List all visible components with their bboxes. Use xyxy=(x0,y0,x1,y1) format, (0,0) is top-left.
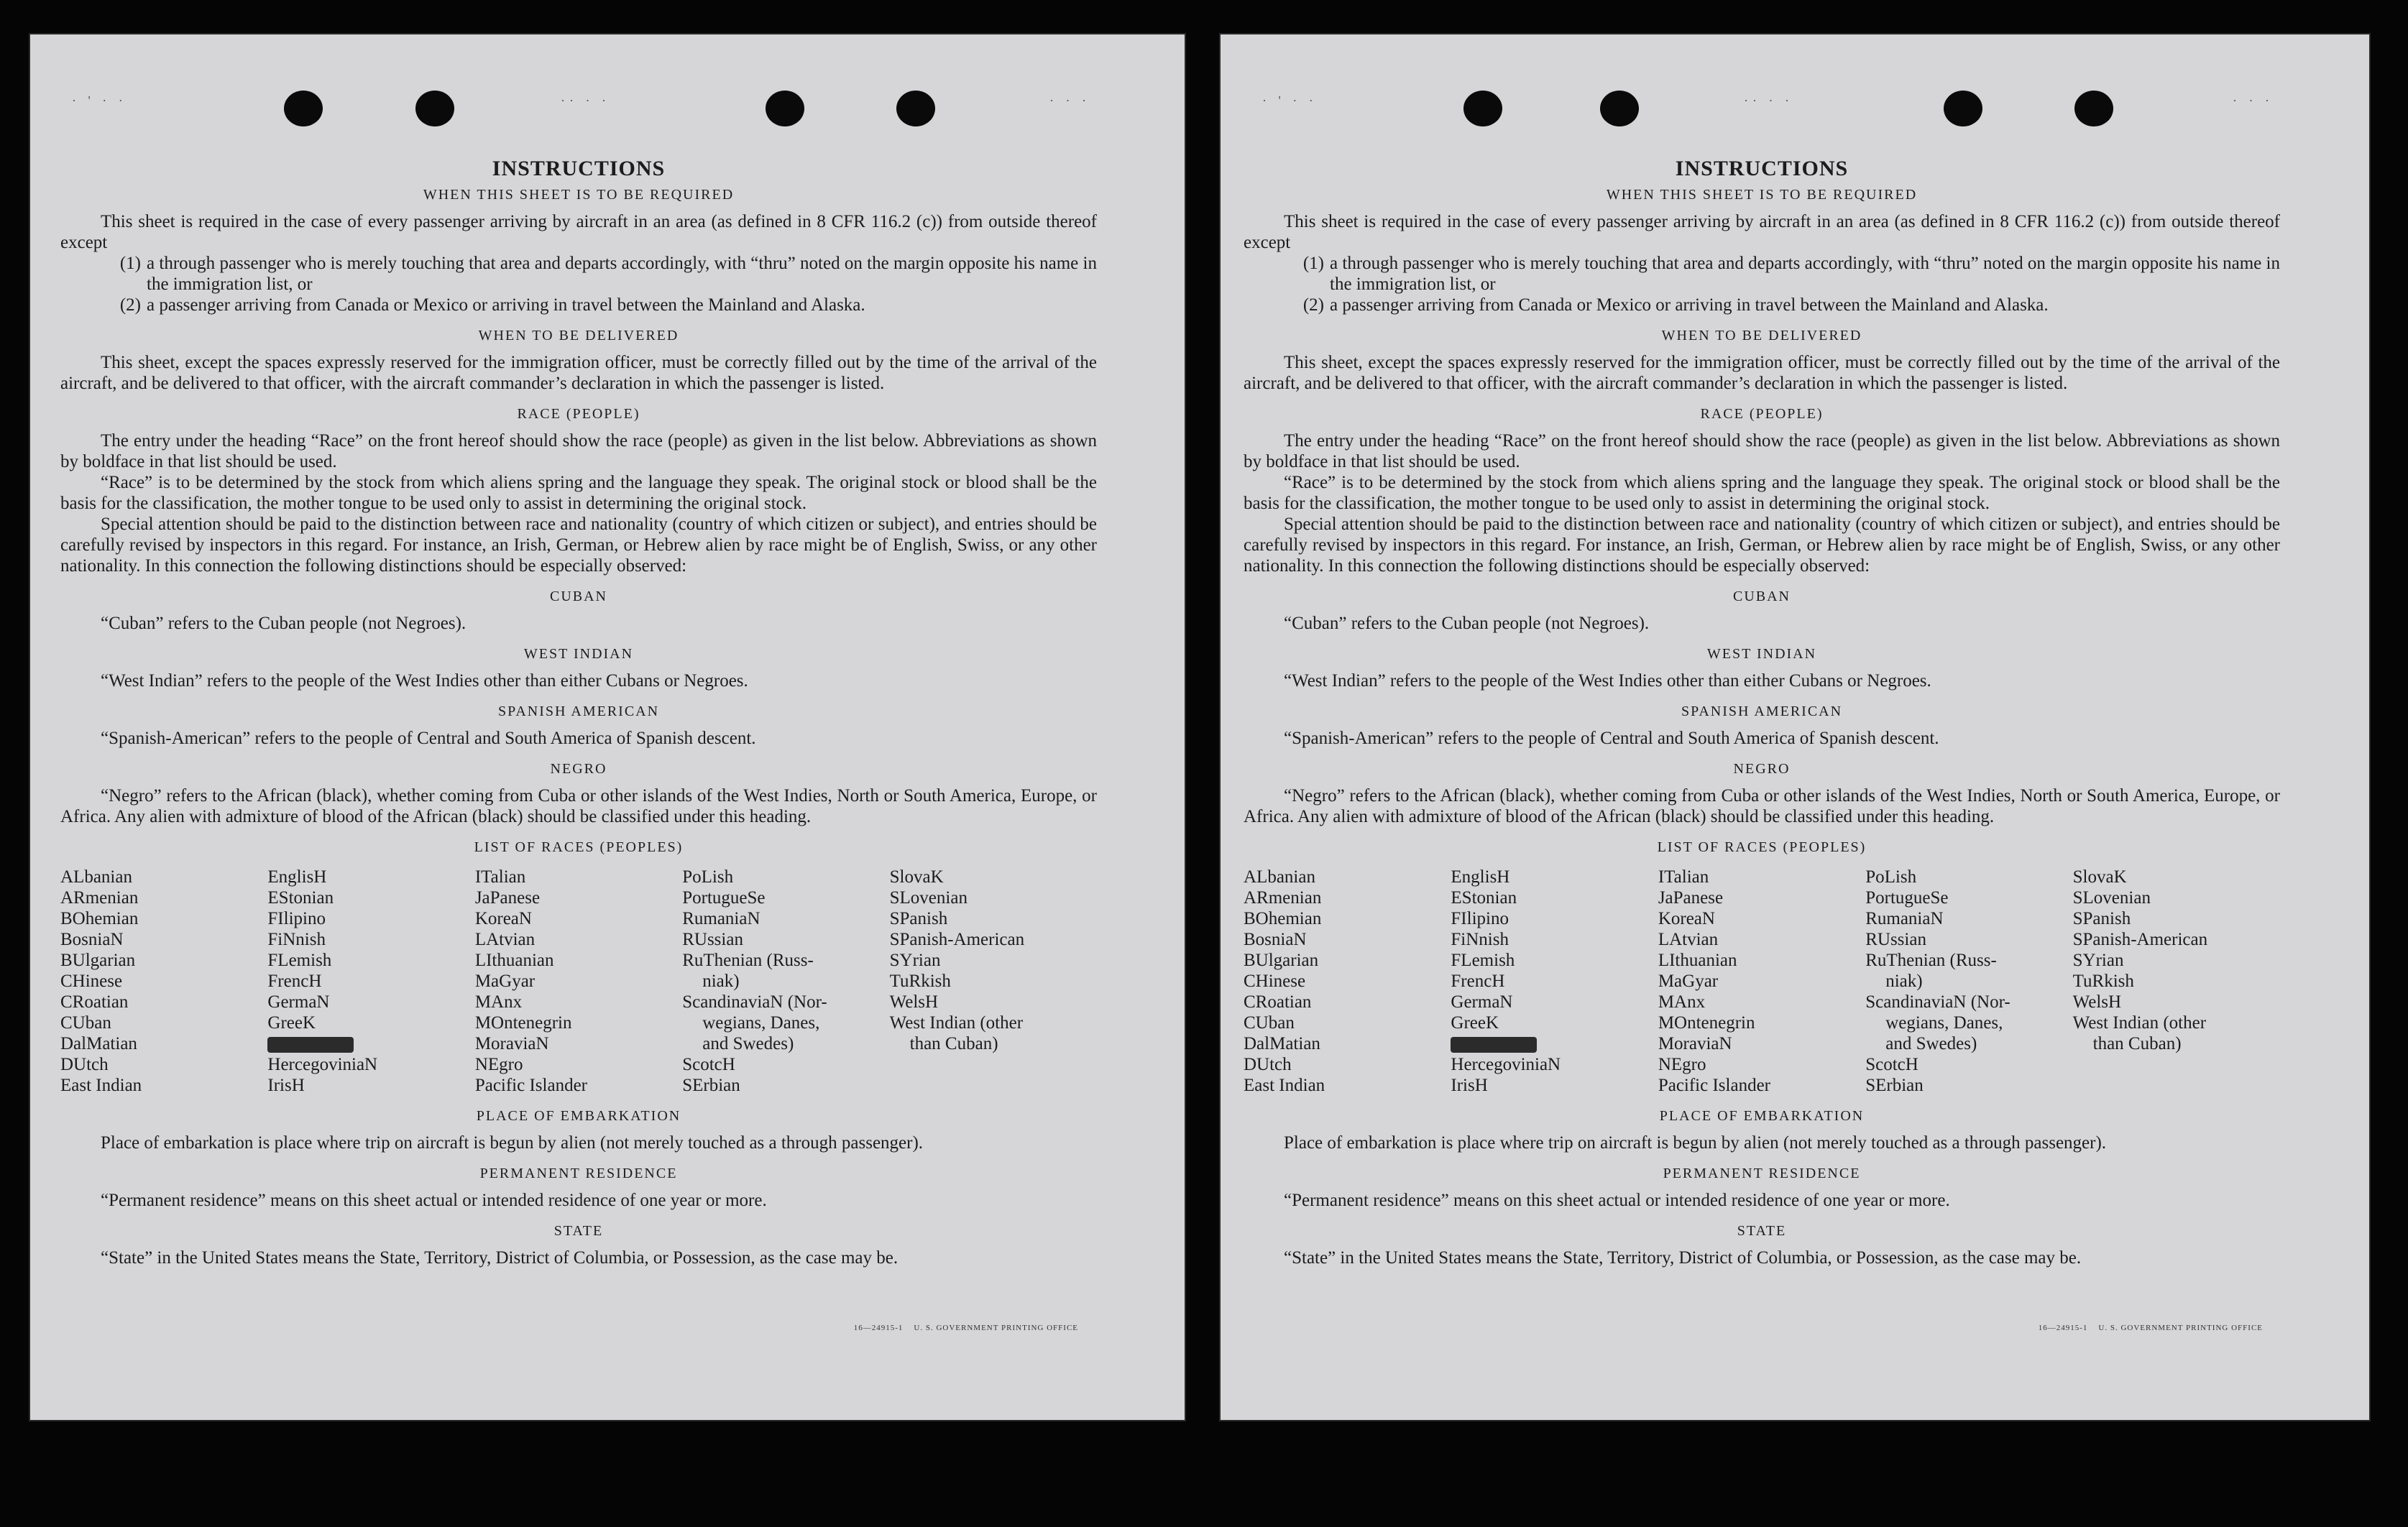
item-number: (2) xyxy=(1302,295,1324,315)
races-column xyxy=(1658,867,1865,1096)
race-entry: SPanish xyxy=(2072,909,2131,928)
race-entry: JaPanese xyxy=(1658,888,1724,908)
paragraph: “Spanish-American” refers to the people of Central and South America of Spanish descent. xyxy=(1284,729,1939,748)
section-heading: WEST INDIAN xyxy=(523,646,634,662)
paragraph: “West Indian” refers to the people of the West Indies other than either Cubans or Negroes. xyxy=(1284,671,1931,691)
race-entry: FrencH xyxy=(267,972,322,991)
item-text: a through passenger who is merely touching that area and departs accordingly, with “thru” noted on the margin opposite his name in the immigration list, or xyxy=(1330,254,2280,294)
race-entry: BOhemian xyxy=(1244,909,1322,928)
race-entry: BosniaN xyxy=(60,930,124,949)
race-entry: niak) xyxy=(702,972,740,991)
race-entry: FiNnish xyxy=(1451,930,1509,949)
races-list xyxy=(1244,867,2280,1096)
document-page-left xyxy=(29,33,1186,1421)
races-column xyxy=(1451,867,1658,1096)
race-entry: MoraviaN xyxy=(1658,1034,1732,1053)
paragraph: “Permanent residence” means on this sheet actual or intended residence of one year or more. xyxy=(101,1191,767,1210)
item-text: a passenger arriving from Canada or Mexico or arriving in travel between the Mainland and Alaska. xyxy=(1330,295,2049,315)
race-entry: GermaN xyxy=(267,992,330,1012)
race-entry: PortugueSe xyxy=(682,888,766,908)
race-entry: PoLish xyxy=(682,867,734,887)
races-column xyxy=(1244,867,1451,1096)
paragraph: This sheet, except the spaces expressly reserved for the immigration officer, must be correctly filled out by the time of the arrival of the aircraft, and be delivered to that officer, with the aircraft commander’s declaration in which the passenger is listed. xyxy=(60,353,1097,393)
race-entry: wegians, Danes, xyxy=(1885,1013,2003,1033)
race-entry: wegians, Danes, xyxy=(702,1013,820,1033)
paragraph: “State” in the United States means the State, Territory, District of Columbia, or Possession, as the case may be. xyxy=(101,1248,899,1268)
races-column xyxy=(1865,867,2072,1096)
race-entry: CHinese xyxy=(60,972,123,991)
printer-name: U. S. GOVERNMENT PRINTING OFFICE xyxy=(2098,1324,2263,1332)
race-entry: than Cuban) xyxy=(2092,1034,2182,1053)
section-heading: PERMANENT RESIDENCE xyxy=(479,1166,678,1181)
printer-footnote xyxy=(2039,1324,2263,1332)
races-column xyxy=(2073,867,2280,1096)
race-entry: Pacific Islander xyxy=(1658,1076,1770,1095)
paragraph: “Spanish-American” refers to the people of Central and South America of Spanish descent. xyxy=(101,729,756,748)
section-heading: CUBAN xyxy=(1732,589,1791,604)
section-heading: LIST OF RACES (PEOPLES) xyxy=(1657,839,1867,855)
race-entry: MAnx xyxy=(1658,992,1706,1012)
race-entry: LAtvian xyxy=(474,930,536,949)
race-entry: GreeK xyxy=(267,1013,316,1033)
race-entry: DUtch xyxy=(60,1055,109,1074)
races-column xyxy=(60,867,267,1096)
punch-hole xyxy=(284,91,323,126)
race-entry: MOntenegrin xyxy=(1658,1013,1755,1033)
race-entry: BosniaN xyxy=(1244,930,1307,949)
race-entry: East Indian xyxy=(1244,1076,1325,1095)
page-speck: · · · xyxy=(2233,93,2274,108)
race-entry: DUtch xyxy=(1244,1055,1292,1074)
section-heading: PLACE OF EMBARKATION xyxy=(476,1108,681,1124)
race-entry: ARmenian xyxy=(1244,888,1322,908)
paragraph: The entry under the heading “Race” on the front hereof should show the race (people) as given in the list below. Abbreviations as shown by boldface in that list should be used. xyxy=(1244,431,2280,471)
race-entry: ALbanian xyxy=(1244,867,1315,887)
race-entry: SLovenian xyxy=(889,888,968,908)
race-entry: WelsH xyxy=(889,992,939,1012)
paragraph: “Cuban” refers to the Cuban people (not Negroes). xyxy=(1284,614,1650,633)
race-entry: CHinese xyxy=(1244,972,1306,991)
race-entry: NEgro xyxy=(1658,1055,1706,1074)
race-entry: BUlgarian xyxy=(1244,951,1319,970)
section-heading: PLACE OF EMBARKATION xyxy=(1659,1108,1865,1124)
race-entry: NEgro xyxy=(474,1055,523,1074)
punch-hole xyxy=(1600,91,1639,126)
race-entry xyxy=(267,1033,474,1054)
race-entry: MaGyar xyxy=(1658,972,1719,991)
race-entry: ScandinaviaN (Nor- xyxy=(1865,992,2011,1012)
race-entry: ALbanian xyxy=(60,867,132,887)
section-heading: CUBAN xyxy=(549,589,607,604)
redacted-smudge xyxy=(1451,1037,1537,1053)
print-code: 16—24915-1 xyxy=(2038,1324,2088,1332)
race-entry: TuRkish xyxy=(2072,972,2134,991)
race-entry: KoreaN xyxy=(474,909,532,928)
race-entry: SPanish-American xyxy=(2072,930,2208,949)
race-entry: RuThenian (Russ- xyxy=(1865,951,1997,970)
section-heading: NEGRO xyxy=(1733,761,1791,777)
section-heading: RACE (PEOPLE) xyxy=(517,406,640,422)
race-entry: DalMatian xyxy=(60,1034,137,1053)
race-entry: CUban xyxy=(60,1013,111,1033)
race-entry: RumaniaN xyxy=(1865,909,1944,928)
race-entry: WelsH xyxy=(2072,992,2122,1012)
races-list xyxy=(60,867,1097,1096)
paragraph: “Negro” refers to the African (black), whether coming from Cuba or other islands of the West Indies, North or South America, Europe, or Africa. Any alien with admixture of blood of the African (black) should be classified under this heading. xyxy=(1244,786,2280,826)
race-entry: MaGyar xyxy=(474,972,536,991)
instructions-content xyxy=(1244,158,2280,1268)
race-entry: and Swedes) xyxy=(1885,1034,1977,1053)
races-column xyxy=(267,867,474,1096)
punch-hole xyxy=(1463,91,1502,126)
race-entry: FiNnish xyxy=(267,930,326,949)
race-entry: SlovaK xyxy=(2072,867,2127,887)
paragraph: Special attention should be paid to the distinction between race and nationality (country of which citizen or subject), and entries should be carefully revised by inspectors in this regard. For instance, an Irish, German, or Hebrew alien by race might be of English, Swiss, or any other nationality. In this connection the following distinctions should be especially observed: xyxy=(1244,515,2280,576)
race-entry: West Indian (other xyxy=(2072,1013,2207,1033)
race-entry: SlovaK xyxy=(889,867,944,887)
print-code: 16—24915-1 xyxy=(853,1324,904,1332)
section-heading: STATE xyxy=(553,1223,604,1239)
race-entry: Pacific Islander xyxy=(474,1076,587,1095)
paragraph: “Negro” refers to the African (black), whether coming from Cuba or other islands of the West Indies, North or South America, Europe, or Africa. Any alien with admixture of blood of the African (black) should be classified under this heading. xyxy=(60,786,1097,826)
race-entry: KoreaN xyxy=(1658,909,1715,928)
paragraph: This sheet is required in the case of every passenger arriving by aircraft in an area (as defined in 8 CFR 116.2 (c)) from outside thereof except xyxy=(60,212,1097,252)
section-heading: WHEN TO BE DELIVERED xyxy=(1661,328,1862,343)
paragraph: “Race” is to be determined by the stock from which aliens spring and the language they speak. The original stock or blood shall be the basis for the classification, the mother tongue to be used only to assist in determining the original stock. xyxy=(1244,473,2280,513)
race-entry: SErbian xyxy=(682,1076,740,1095)
race-entry: HercegoviniaN xyxy=(267,1055,378,1074)
race-entry xyxy=(1451,1033,1658,1054)
section-heading: LIST OF RACES (PEOPLES) xyxy=(474,839,684,855)
race-entry: TuRkish xyxy=(889,972,951,991)
paragraph: Special attention should be paid to the distinction between race and nationality (country of which citizen or subject), and entries should be carefully revised by inspectors in this regard. For instance, an Irish, German, or Hebrew alien by race might be of English, Swiss, or any other nationality. In this connection the following distinctions should be especially observed: xyxy=(60,515,1097,576)
race-entry: West Indian (other xyxy=(889,1013,1024,1033)
page-speck: · ' · · xyxy=(72,93,127,108)
list-item xyxy=(60,253,1097,295)
race-entry: MOntenegrin xyxy=(474,1013,572,1033)
race-entry: CRoatian xyxy=(60,992,129,1012)
list-item xyxy=(60,295,1097,315)
race-entry: EStonian xyxy=(1451,888,1517,908)
race-entry: PoLish xyxy=(1865,867,1917,887)
race-entry: PortugueSe xyxy=(1865,888,1949,908)
race-entry: than Cuban) xyxy=(909,1034,998,1053)
race-entry: FLemish xyxy=(267,951,332,970)
races-column xyxy=(890,867,1097,1096)
race-entry: GreeK xyxy=(1451,1013,1499,1033)
punch-hole xyxy=(2074,91,2113,126)
race-entry: EnglisH xyxy=(267,867,327,887)
page-speck: ·· · · xyxy=(561,93,610,108)
section-heading: SPANISH AMERICAN xyxy=(497,703,660,719)
race-entry: JaPanese xyxy=(474,888,541,908)
instructions-content xyxy=(60,158,1097,1268)
race-entry: niak) xyxy=(1885,972,1923,991)
race-entry: SLovenian xyxy=(2072,888,2151,908)
page-speck: ·· · · xyxy=(1744,93,1793,108)
document-page-right xyxy=(1219,33,2371,1421)
race-entry: EStonian xyxy=(267,888,334,908)
race-entry: DalMatian xyxy=(1244,1034,1320,1053)
race-entry: CUban xyxy=(1244,1013,1295,1033)
list-item xyxy=(1244,253,2280,295)
page-speck: · · · xyxy=(1049,93,1090,108)
race-entry: HercegoviniaN xyxy=(1451,1055,1561,1074)
paragraph: Place of embarkation is place where trip on aircraft is begun by alien (not merely touched as a through passenger). xyxy=(101,1133,924,1153)
page-speck: · ' · · xyxy=(1262,93,1318,108)
races-column xyxy=(682,867,889,1096)
item-text: a passenger arriving from Canada or Mexico or arriving in travel between the Mainland and Alaska. xyxy=(147,295,865,315)
race-entry: SPanish-American xyxy=(889,930,1025,949)
paragraph: This sheet is required in the case of every passenger arriving by aircraft in an area (as defined in 8 CFR 116.2 (c)) from outside thereof except xyxy=(1244,212,2280,252)
race-entry: ITalian xyxy=(474,867,526,887)
item-number: (2) xyxy=(119,295,141,315)
race-entry: FIlipino xyxy=(1451,909,1509,928)
race-entry: EnglisH xyxy=(1451,867,1510,887)
race-entry: SYrian xyxy=(889,951,941,970)
item-text: a through passenger who is merely touching that area and departs accordingly, with “thru” noted on the margin opposite his name in the immigration list, or xyxy=(147,254,1097,294)
race-entry: and Swedes) xyxy=(702,1034,794,1053)
race-entry: FLemish xyxy=(1451,951,1515,970)
section-heading: PERMANENT RESIDENCE xyxy=(1663,1166,1861,1181)
race-entry: ITalian xyxy=(1658,867,1709,887)
race-entry: LIthuanian xyxy=(474,951,554,970)
race-entry: RumaniaN xyxy=(682,909,760,928)
section-heading: WHEN TO BE DELIVERED xyxy=(478,328,679,343)
race-entry: LAtvian xyxy=(1658,930,1719,949)
race-entry: MoraviaN xyxy=(474,1034,549,1053)
race-entry: LIthuanian xyxy=(1658,951,1737,970)
race-entry: ARmenian xyxy=(60,888,139,908)
section-heading: WHEN THIS SHEET IS TO BE REQUIRED xyxy=(1606,187,1918,203)
race-entry: RUssian xyxy=(1865,930,1926,949)
paragraph: “West Indian” refers to the people of the West Indies other than either Cubans or Negroes. xyxy=(101,671,748,691)
race-entry: GermaN xyxy=(1451,992,1513,1012)
section-heading: WEST INDIAN xyxy=(1706,646,1817,662)
paragraph: “Cuban” refers to the Cuban people (not Negroes). xyxy=(101,614,467,633)
printer-name: U. S. GOVERNMENT PRINTING OFFICE xyxy=(914,1324,1078,1332)
race-entry: SErbian xyxy=(1865,1076,1924,1095)
paragraph: “State” in the United States means the State, Territory, District of Columbia, or Possession, as the case may be. xyxy=(1284,1248,2082,1268)
punch-hole xyxy=(896,91,935,126)
races-column xyxy=(475,867,682,1096)
race-entry: SPanish xyxy=(889,909,948,928)
race-entry: RuThenian (Russ- xyxy=(682,951,814,970)
section-heading: NEGRO xyxy=(550,761,607,777)
race-entry: MAnx xyxy=(474,992,523,1012)
list-item xyxy=(1244,295,2280,315)
page-title: INSTRUCTIONS xyxy=(1675,157,1849,180)
race-entry: CRoatian xyxy=(1244,992,1312,1012)
race-entry: RUssian xyxy=(682,930,743,949)
section-heading: WHEN THIS SHEET IS TO BE REQUIRED xyxy=(423,187,735,203)
paragraph: Place of embarkation is place where trip on aircraft is begun by alien (not merely touched as a through passenger). xyxy=(1284,1133,2107,1153)
race-entry: ScotcH xyxy=(682,1055,735,1074)
race-entry: East Indian xyxy=(60,1076,142,1095)
paragraph: This sheet, except the spaces expressly reserved for the immigration officer, must be correctly filled out by the time of the arrival of the aircraft, and be delivered to that officer, with the aircraft commander’s declaration in which the passenger is listed. xyxy=(1244,353,2280,393)
race-entry: BOhemian xyxy=(60,909,139,928)
punch-hole xyxy=(766,91,804,126)
paragraph: “Race” is to be determined by the stock from which aliens spring and the language they speak. The original stock or blood shall be the basis for the classification, the mother tongue to be used only to assist in determining the original stock. xyxy=(60,473,1097,513)
paragraph: “Permanent residence” means on this sheet actual or intended residence of one year or more. xyxy=(1284,1191,1950,1210)
race-entry: IrisH xyxy=(1451,1076,1488,1095)
race-entry: BUlgarian xyxy=(60,951,136,970)
section-heading: STATE xyxy=(1737,1223,1787,1239)
section-heading: RACE (PEOPLE) xyxy=(1700,406,1824,422)
race-entry: FrencH xyxy=(1451,972,1505,991)
item-number: (1) xyxy=(1302,254,1324,273)
race-entry: IrisH xyxy=(267,1076,305,1095)
redacted-smudge xyxy=(267,1037,354,1053)
printer-footnote xyxy=(854,1324,1078,1332)
race-entry: ScotcH xyxy=(1865,1055,1918,1074)
punch-hole xyxy=(1944,91,1982,126)
paragraph: The entry under the heading “Race” on the front hereof should show the race (people) as given in the list below. Abbreviations as shown by boldface in that list should be used. xyxy=(60,431,1097,471)
section-heading: SPANISH AMERICAN xyxy=(1681,703,1843,719)
race-entry: FIlipino xyxy=(267,909,326,928)
punch-hole xyxy=(415,91,454,126)
race-entry: SYrian xyxy=(2072,951,2124,970)
page-title: INSTRUCTIONS xyxy=(492,157,666,180)
item-number: (1) xyxy=(119,254,141,273)
race-entry: ScandinaviaN (Nor- xyxy=(682,992,827,1012)
